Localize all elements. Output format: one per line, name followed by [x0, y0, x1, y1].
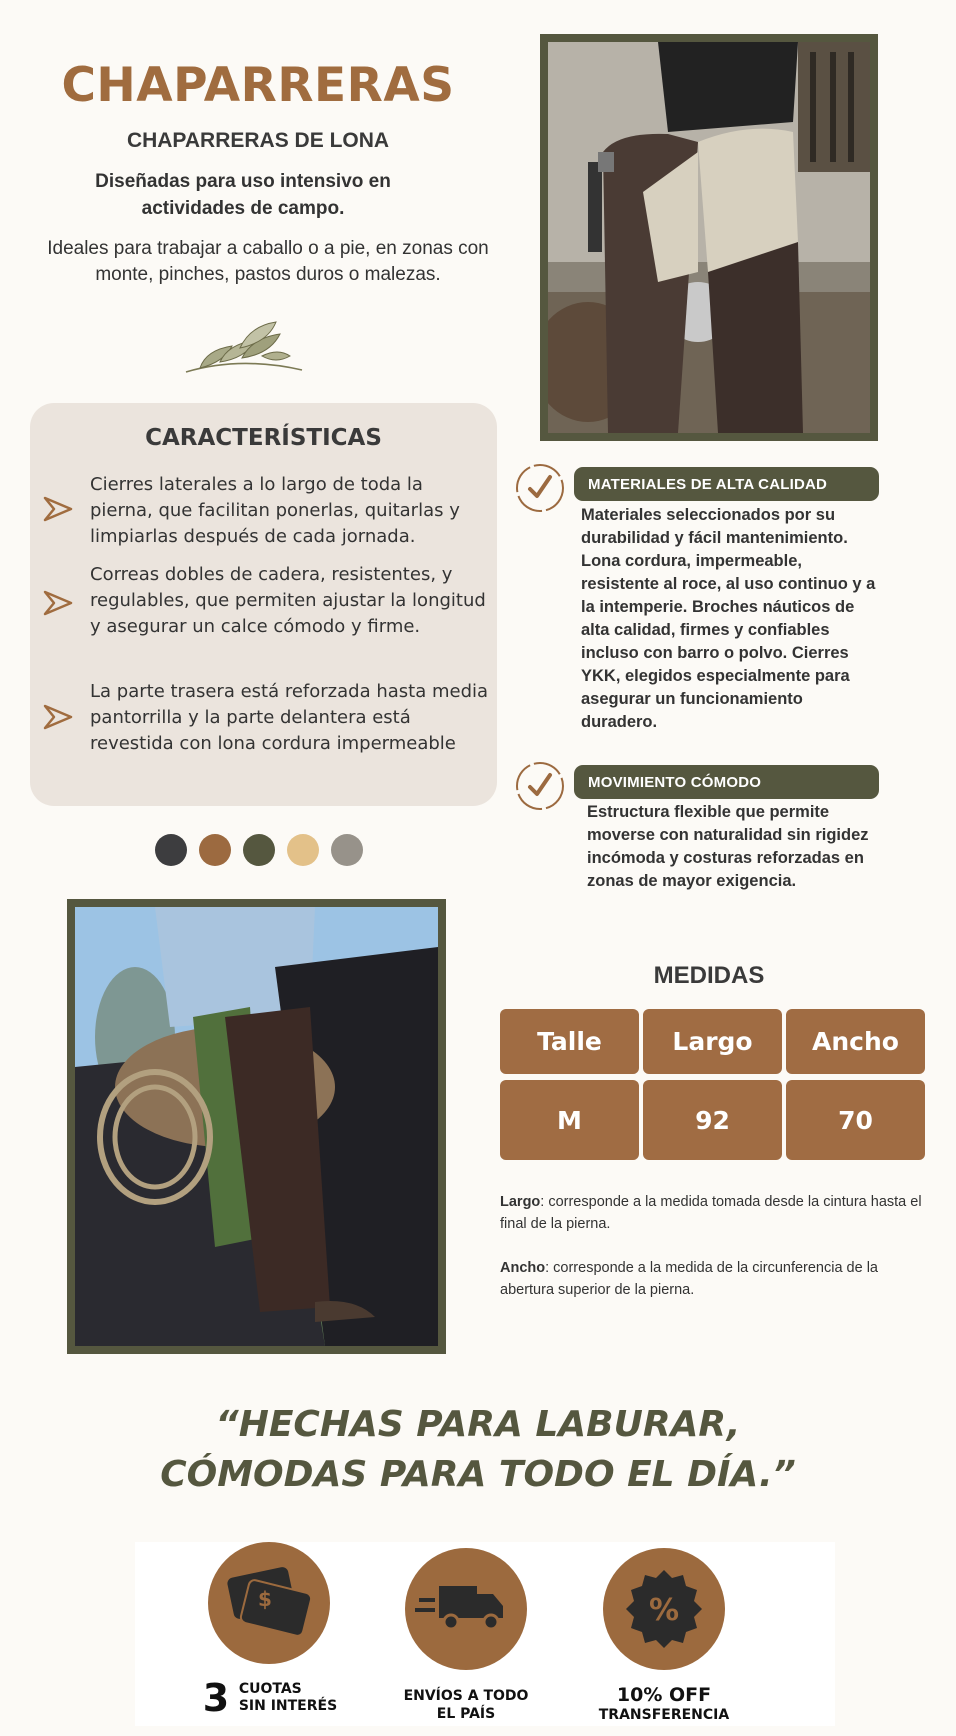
slogan-line-2: CÓMODAS PARA TODO EL DÍA.” [160, 1454, 796, 1495]
slogan-line-1: “HECHAS PARA LABURAR, [215, 1404, 741, 1445]
measure-note-length [500, 1191, 925, 1235]
product-photo-horse [67, 899, 446, 1354]
highlight-label-movement: MOVIMIENTO CÓMODO [574, 765, 879, 799]
color-swatch-olive[interactable] [243, 834, 275, 866]
measure-note-text: : corresponde a la medida de la circunferencia de la abertura superior de la pierna. [500, 1260, 879, 1298]
benefit-discount [569, 1684, 759, 1724]
tagline: Diseñadas para uso intensivo en actividades de campo. [95, 171, 391, 219]
features-card [30, 403, 497, 806]
product-photo-horse-image [75, 907, 438, 1346]
slogan-quote [0, 1400, 956, 1500]
table-cell-length: 92 [643, 1080, 782, 1160]
highlight-text-materials: Materiales seleccionados por su durabilidad y fácil mantenimiento. Lona cordura, impermeable, resistente al roce, al uso continuo y a la intemperie. Broches náuticos de alta calidad, firmes y confiables incluso con barro o polvo. Cierres YKK, elegidos especialmente para asegurar un funcionamiento duradero. [581, 506, 876, 731]
color-swatch-grey[interactable] [331, 834, 363, 866]
feature-item-reinforced: La parte trasera está reforzada hasta media pantorrilla y la parte delantera está revestida con lona cordura impermeable [90, 681, 489, 754]
leaf-branch-icon [180, 316, 310, 378]
benefit-line-2: TRANSFERENCIA [598, 1707, 730, 1723]
color-swatch-sand[interactable] [287, 834, 319, 866]
measures-title: MEDIDAS [653, 962, 765, 989]
benefits-strip [135, 1542, 835, 1726]
feature-item-straps: Correas dobles de cadera, resistentes, y regulables, que permiten ajustar la longitud y asegurar un calce cómodo y firme. [90, 564, 486, 637]
benefit-installments [175, 1676, 365, 1720]
benefit-line-2: SIN INTERÉS [238, 1698, 338, 1714]
discount-badge-icon [603, 1548, 725, 1670]
arrow-icon [42, 589, 74, 617]
checkmark-icon [515, 761, 565, 811]
delivery-truck-icon [405, 1548, 527, 1670]
installments-number: 3 [202, 1676, 230, 1720]
arrow-icon [42, 703, 74, 731]
page-subtitle: CHAPARRERAS DE LONA [126, 129, 390, 152]
table-header-size: Talle [500, 1009, 639, 1074]
product-photo-standing [540, 34, 878, 441]
arrow-icon [42, 495, 74, 523]
measures-table [500, 1009, 925, 1161]
highlight-text-movement: Estructura flexible que permite moverse con naturalidad sin rigidez incómoda y costuras reforzadas en zonas de mayor exigencia. [587, 803, 869, 890]
measure-note-text: : corresponde a la medida tomada desde la cintura hasta el final de la pierna. [500, 1194, 922, 1232]
color-swatch-charcoal[interactable] [155, 834, 187, 866]
checkmark-icon [515, 463, 565, 513]
highlight-label-materials: MATERIALES DE ALTA CALIDAD [574, 467, 879, 501]
features-title: CARACTERÍSTICAS [145, 425, 382, 451]
page-title: CHAPARRERAS [61, 58, 455, 113]
benefit-line-2: EL PAÍS [436, 1706, 496, 1722]
benefit-shipping [371, 1687, 561, 1723]
benefit-line-1: 10% OFF [616, 1684, 712, 1706]
table-cell-width: 70 [786, 1080, 925, 1160]
table-cell-size: M [500, 1080, 639, 1160]
color-swatch-brown[interactable] [199, 834, 231, 866]
table-header-width: Ancho [786, 1009, 925, 1074]
svg-text:%: % [648, 1593, 680, 1628]
measure-note-width [500, 1257, 925, 1301]
benefit-line-1: ENVÍOS A TODO [403, 1688, 529, 1704]
benefit-line-1: CUOTAS [238, 1681, 302, 1697]
svg-text:$: $ [258, 1587, 272, 1611]
intro-text: Ideales para trabajar a caballo o a pie, en zonas con monte, pinches, pastos duros o malezas. [47, 238, 489, 285]
feature-item-zippers: Cierres laterales a lo largo de toda la pierna, que facilitan ponerlas, quitarlas y limpiarlas después de cada jornada. [90, 474, 460, 547]
table-header-length: Largo [643, 1009, 782, 1074]
credit-card-icon [208, 1542, 330, 1664]
measure-note-term: Largo [500, 1194, 541, 1210]
product-photo-standing-image [548, 42, 870, 433]
measure-note-term: Ancho [500, 1260, 546, 1276]
color-swatches [155, 834, 363, 866]
